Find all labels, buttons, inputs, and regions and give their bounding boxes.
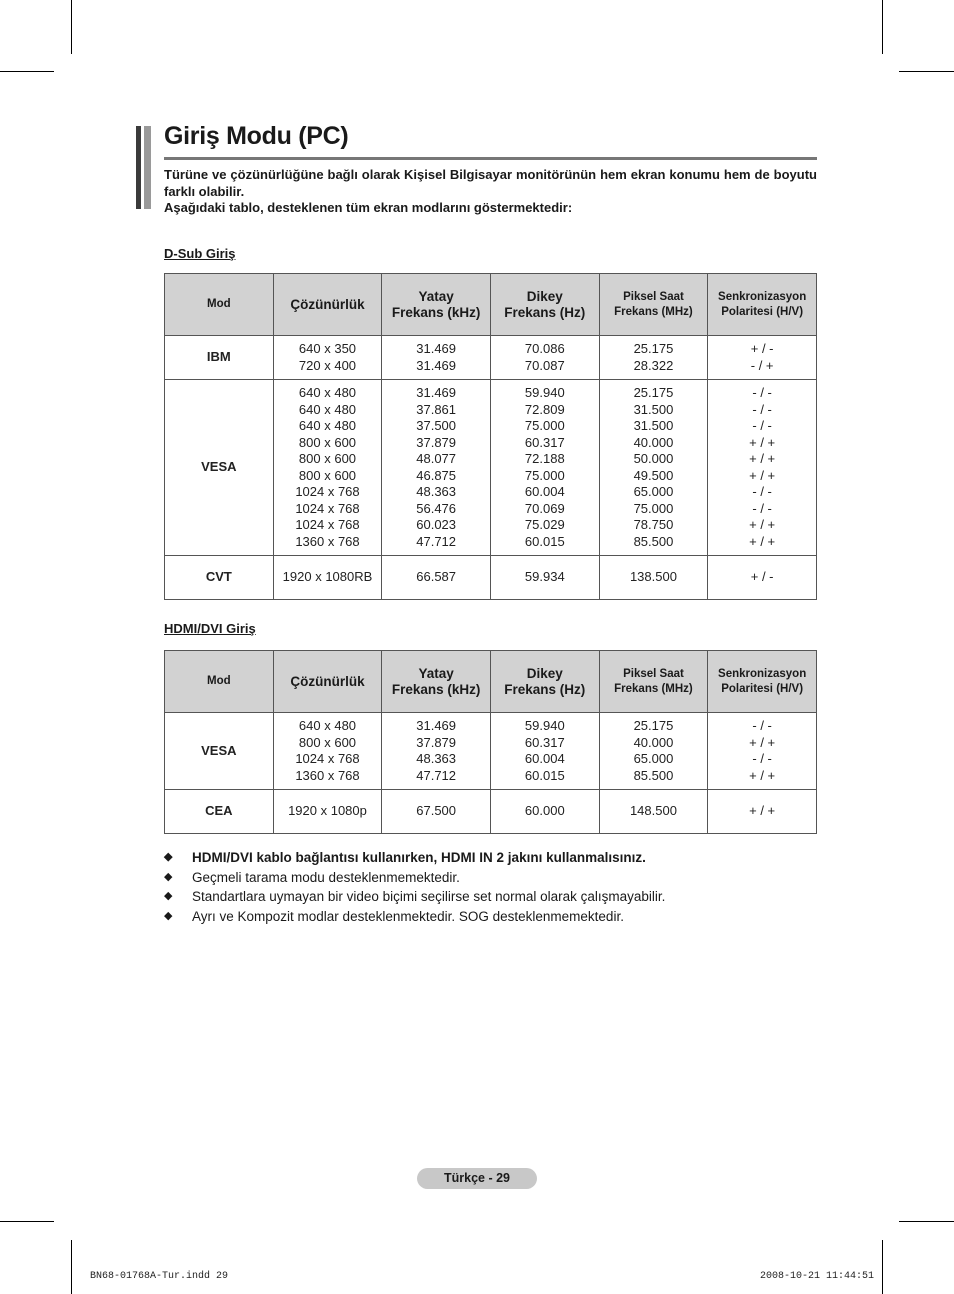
header-resolution: Çözünürlük [273,651,382,713]
intro-line-2: Aşağıdaki tablo, desteklenen tüm ekran modlarını göstermektedir: [164,200,573,215]
cell-value: 85.500 [633,533,674,549]
cell-value: + / + [749,734,776,750]
cell-value: 640 x 480 [298,385,357,400]
cell-value: 72.809 [524,401,565,417]
mode-name-cell: CEA [165,790,274,834]
diamond-bullet-icon: ◆ [164,909,173,922]
vertical-frequency-cell [490,713,599,790]
cell-value: + / + [749,434,776,450]
header-vertical-frequency: Dikey Frekans (Hz) [490,651,599,713]
cell-value: 640 x 350 [298,341,357,356]
cell-value: + / + [749,767,776,783]
cell-value: 70.069 [524,500,565,516]
vertical-frequency-cell [490,380,599,556]
pixel-clock-cell [599,336,708,380]
cell-value: 48.363 [416,751,457,766]
horizontal-frequency-cell [382,790,491,834]
cell-value: - / - [752,500,772,516]
mode-name-cell: VESA [165,713,274,790]
header-horizontal-frequency: Yatay Frekans (kHz) [382,651,491,713]
cell-value: 60.004 [524,751,565,766]
cell-value: 640 x 480 [298,718,357,733]
sync-polarity-cell [708,790,817,834]
cell-value: 1920 x 1080RB [282,569,373,585]
note-item: ◆ HDMI/DVI kablo bağlantısı kullanırken, HDMI IN 2 jakını kullanmalısınız. [164,848,824,868]
header-sync-polarity: Senkronizasyon Polaritesi (H/V) [708,274,817,336]
notes-list [164,848,824,926]
crop-mark [882,1240,883,1294]
cell-value: + / + [749,451,776,466]
pixel-clock-cell [599,790,708,834]
sync-polarity-cell [708,556,817,600]
cell-value: 31.500 [633,418,674,433]
hdmi-table-body [165,713,817,834]
table-header-row [165,651,817,713]
header-mod: Mod [165,651,274,713]
footer-filename: BN68-01768A-Tur.indd 29 [90,1271,229,1282]
resolution-cell [273,380,382,556]
cell-value: 70.087 [524,357,565,373]
cell-value: 46.875 [416,467,457,483]
cell-value: 72.188 [524,451,565,466]
vertical-frequency-cell [490,790,599,834]
resolution-cell [273,790,382,834]
cell-value: 1024 x 768 [295,517,360,532]
horizontal-frequency-cell [382,556,491,600]
crop-mark [899,1221,954,1222]
cell-value: 1360 x 768 [295,533,360,549]
cell-value: 59.934 [524,569,565,585]
cell-value: - / - [752,484,772,499]
diamond-bullet-icon: ◆ [164,870,173,883]
cell-value: 1024 x 768 [295,751,360,766]
cell-value: 31.469 [416,718,457,733]
cell-value: 70.086 [524,341,565,356]
cell-value: 40.000 [633,434,674,450]
cell-value: 28.322 [633,357,674,373]
horizontal-frequency-cell [382,336,491,380]
cell-value: 640 x 480 [298,418,357,433]
cell-value: 85.500 [633,767,674,783]
title-accent-bar [144,126,151,209]
header-sync-polarity: Senkronizasyon Polaritesi (H/V) [708,651,817,713]
cell-value: 800 x 600 [298,734,357,750]
resolution-cell [273,336,382,380]
cell-value: 800 x 600 [298,467,357,483]
cell-value: 78.750 [633,517,674,532]
note-item: ◆ Standartlara uymayan bir video biçimi seçilirse set normal olarak çalışmayabilir. [164,887,824,907]
footer-timestamp: 2008-10-21 11:44:51 [760,1271,875,1282]
pixel-clock-cell [599,556,708,600]
crop-mark [899,71,954,72]
vertical-frequency-cell [490,336,599,380]
cell-value: 37.861 [416,401,457,417]
mode-name-cell: VESA [165,380,274,556]
note-item: ◆ Geçmeli tarama modu desteklenmemektedir. [164,868,824,888]
resolution-cell [273,713,382,790]
table-row [165,336,817,380]
header-pixel-clock: Piksel Saat Frekans (MHz) [599,274,708,336]
cell-value: + / - [750,341,774,356]
cell-value: 49.500 [633,467,674,483]
cell-value: 60.317 [524,734,565,750]
cell-value: 65.000 [633,484,674,499]
cell-value: 66.587 [416,569,457,585]
header-mod: Mod [165,274,274,336]
vertical-frequency-cell [490,556,599,600]
cell-value: 67.500 [416,803,457,819]
cell-value: + / + [749,803,776,819]
cell-value: 47.712 [416,767,457,783]
cell-value: 800 x 600 [298,451,357,466]
cell-value: 60.000 [524,803,565,819]
cell-value: 59.940 [524,718,565,733]
cell-value: 1024 x 768 [295,500,360,516]
cell-value: 48.077 [416,451,457,466]
page-number-badge: Türkçe - 29 [417,1168,537,1189]
diamond-bullet-icon: ◆ [164,851,173,863]
cell-value: 1920 x 1080p [288,803,367,819]
cell-value: 40.000 [633,734,674,750]
crop-mark [882,0,883,54]
cell-value: - / - [752,418,772,433]
cell-value: 800 x 600 [298,434,357,450]
header-vertical-frequency: Dikey Frekans (Hz) [490,274,599,336]
cell-value: 75.000 [524,418,565,433]
crop-mark [0,71,54,72]
mode-name-cell: IBM [165,336,274,380]
cell-value: 50.000 [633,451,674,466]
title-accent-bar [136,126,141,209]
cell-value: - / - [752,401,772,417]
cell-value: + / + [749,517,776,532]
diamond-bullet-icon: ◆ [164,890,173,902]
note-item: ◆ Ayrı ve Kompozit modlar desteklenmektedir. SOG desteklenmemektedir. [164,907,824,927]
cell-value: 56.476 [416,500,457,516]
dsub-section-label: D-Sub Giriş [164,246,236,261]
cell-value: 75.000 [633,500,674,516]
resolution-cell [273,556,382,600]
table-row [165,790,817,834]
cell-value: 25.175 [633,341,674,356]
cell-value: 60.317 [524,434,565,450]
cell-value: - / + [750,357,774,373]
cell-value: - / - [752,385,772,400]
cell-value: 75.000 [524,467,565,483]
cell-value: 720 x 400 [298,357,357,373]
cell-value: 37.879 [416,734,457,750]
cell-value: 65.000 [633,751,674,766]
crop-mark [71,0,72,54]
cell-value: 59.940 [524,385,565,400]
cell-value: 138.500 [629,569,677,585]
title-rule [164,157,817,160]
table-row [165,380,817,556]
cell-value: 1024 x 768 [295,484,360,499]
cell-value: 60.004 [524,484,565,499]
mode-name-cell: CVT [165,556,274,600]
cell-value: + / + [749,467,776,483]
cell-value: 75.029 [524,517,565,532]
hdmi-section-label: HDMI/DVI Giriş [164,621,256,636]
horizontal-frequency-cell [382,380,491,556]
cell-value: 48.363 [416,484,457,499]
table-row [165,713,817,790]
sync-polarity-cell [708,380,817,556]
cell-value: 37.879 [416,434,457,450]
hdmi-mode-table [164,650,817,834]
cell-value: 25.175 [633,718,674,733]
header-resolution: Çözünürlük [273,274,382,336]
pixel-clock-cell [599,713,708,790]
cell-value: - / - [752,718,772,733]
cell-value: 31.500 [633,401,674,417]
cell-value: 25.175 [633,385,674,400]
page-title: Giriş Modu (PC) [164,122,349,150]
cell-value: 1360 x 768 [295,767,360,783]
crop-mark [71,1240,72,1294]
cell-value: - / - [752,751,772,766]
cell-value: 148.500 [629,803,677,819]
cell-value: 60.015 [524,767,565,783]
intro-text [164,167,817,217]
cell-value: 47.712 [416,533,457,549]
cell-value: + / + [749,533,776,549]
cell-value: 31.469 [416,341,457,356]
table-header-row [165,274,817,336]
header-horizontal-frequency: Yatay Frekans (kHz) [382,274,491,336]
cell-value: 60.023 [416,517,457,532]
dsub-table-body [165,336,817,600]
table-row [165,556,817,600]
cell-value: 640 x 480 [298,401,357,417]
horizontal-frequency-cell [382,713,491,790]
cell-value: 31.469 [416,385,457,400]
header-pixel-clock: Piksel Saat Frekans (MHz) [599,651,708,713]
intro-line-1: Türüne ve çözünürlüğüne bağlı olarak Kişisel Bilgisayar monitörünün hem ekran konumu hem de boyutu farklı olabilir. [164,167,817,199]
cell-value: 31.469 [416,357,457,373]
cell-value: + / - [750,569,774,585]
cell-value: 60.015 [524,533,565,549]
sync-polarity-cell [708,336,817,380]
sync-polarity-cell [708,713,817,790]
dsub-mode-table [164,273,817,600]
crop-mark [0,1221,54,1222]
pixel-clock-cell [599,380,708,556]
cell-value: 37.500 [416,418,457,433]
